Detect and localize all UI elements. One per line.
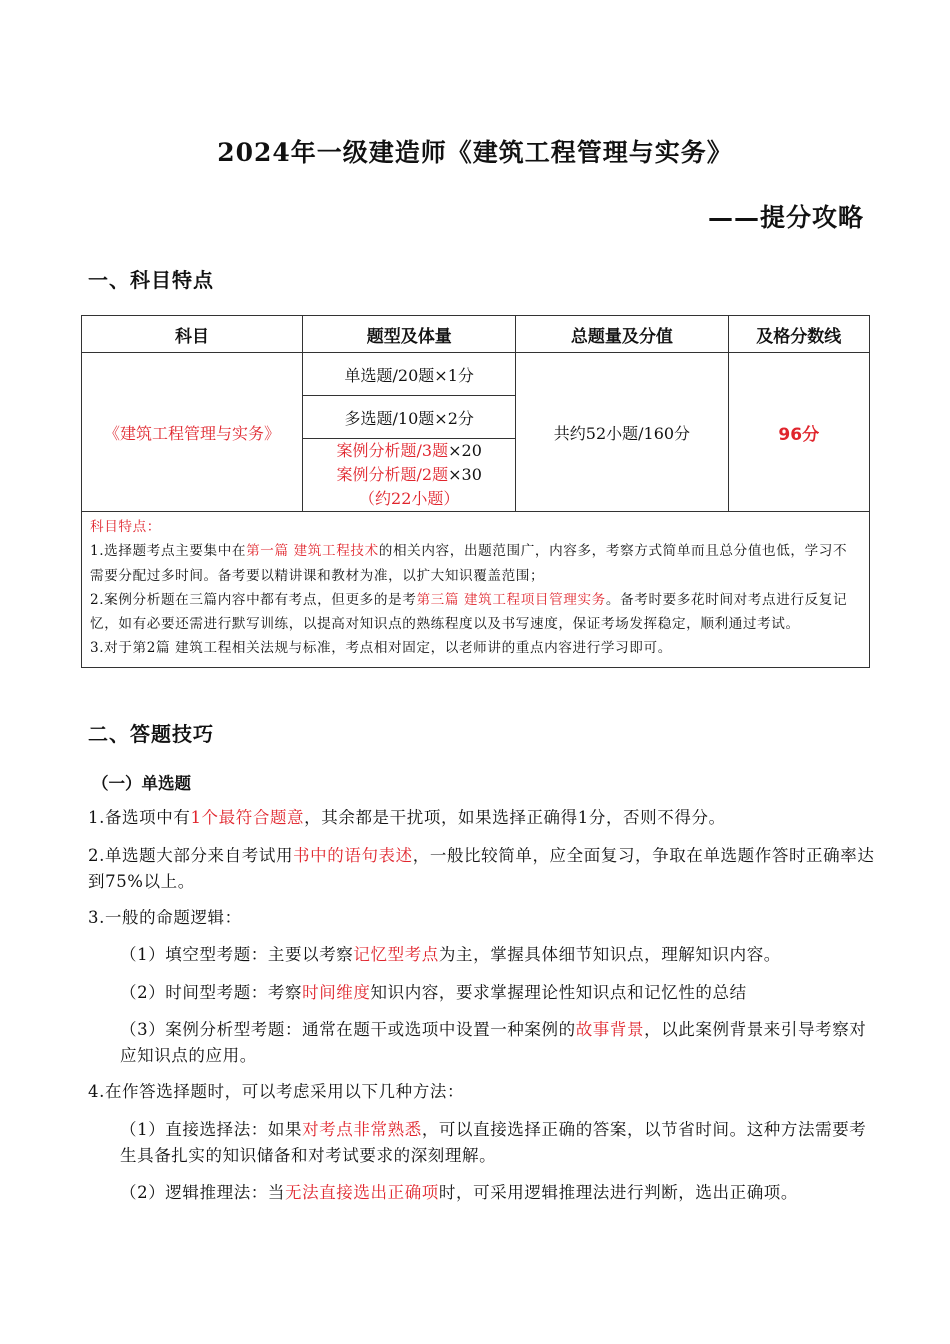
paragraph-4-2: （2）逻辑推理法：当无法直接选出正确项时，可采用逻辑推理法进行判断，选出正确项。 [120,1183,799,1202]
case-count: （约22小题） [359,489,460,508]
question-type-case [303,439,516,512]
header-total: 总题量及分值 [516,316,728,353]
highlight: 故事背景 [575,1020,645,1039]
pass-line-cell: 96分 [728,353,869,512]
paragraph-4-1: （1）直接选择法：如果对考点非常熟悉，可以直接选择正确的答案，以节省时间。这种方法需要考生具备扎实的知识储备和对考试要求的深刻理解。 [120,1120,867,1165]
highlight: 1个最符合题意 [190,808,305,827]
document-title: 2024年一级建造师《建筑工程管理与实务》 [217,138,733,167]
highlight: 无法直接选出正确项 [285,1183,439,1202]
question-type-multiple: 多选题/10题×2分 [303,396,516,439]
section-heading-answer-tips: 二、答题技巧 [88,722,214,746]
header-question-types: 题型及体量 [303,316,516,353]
notes-label: 科目特点： [90,519,161,535]
highlight: 记忆型考点 [353,945,439,964]
header-subject: 科目 [82,316,303,353]
table-row [82,353,870,396]
subject-notes-cell [82,512,870,668]
subject-table [81,315,870,668]
paragraph-1: 1.备选项中有1个最符合题意，其余都是干扰项，如果选择正确得1分，否则不得分。 [88,808,726,827]
paragraph-4: 4.在作答选择题时，可以考虑采用以下几种方法： [88,1082,465,1101]
highlight: 时间维度 [302,983,371,1002]
paragraph-3-2: （2）时间型考题：考察时间维度知识内容，要求掌握理论性知识点和记忆性的总结 [120,983,747,1002]
total-cell: 共约52小题/160分 [516,353,728,512]
question-type-single: 单选题/20题×1分 [303,353,516,396]
note-1-highlight: 第一篇 建筑工程技术 [246,543,379,560]
table-header-row [82,316,870,353]
table-notes-row [82,512,870,668]
paragraph-3: 3.一般的命题逻辑： [88,908,242,927]
highlight: 书中的语句表述 [293,846,413,865]
subsection-heading-single-choice: （一）单选题 [92,774,191,793]
note-3: 3.对于第2篇 建筑工程相关法规与标准，考点相对固定，以老师讲的重点内容进行学习即可。 [90,640,672,657]
note-2-highlight: 第三篇 建筑工程项目管理实务 [416,591,606,608]
header-pass-line: 及格分数线 [728,316,869,353]
section-heading-subject-features: 一、科目特点 [88,268,214,292]
case-score-2: ×30 [448,465,482,484]
note-1: 1.选择题考点主要集中在第一篇 建筑工程技术的相关内容，出题范围广，内容多，考察方式简单而且总分值也低，学习不需要分配过多时间。备考要以精讲课和教材为准，以扩大知识覆盖范围； [90,543,848,584]
highlight: 对考点非常熟悉 [302,1120,422,1139]
paragraph-3-3: （3）案例分析型考题：通常在题干或选项中设置一种案例的故事背景，以此案例背景来引导考察对应知识点的应用。 [120,1020,867,1065]
case-score-1: ×20 [448,441,482,460]
note-2: 2.案例分析题在三篇内容中都有考点，但更多的是考第三篇 建筑工程项目管理实务。备考时要多花时间对考点进行反复记忆，如有必要还需进行默写训练，以提高对知识点的熟练程度以及书写速度，保证考场发挥稳定，顺利通过考试。 [90,591,848,633]
paragraph-2: 2.单选题大部分来自考试用书中的语句表述，一般比较简单，应全面复习，争取在单选题作答时正确率达到75%以上。 [88,846,875,891]
document-subtitle: ——提分攻略 [707,203,864,232]
subject-name-cell: 《建筑工程管理与实务》 [82,353,303,512]
case-type-2: 案例分析题/2题 [336,465,449,484]
paragraph-3-1: （1）填空型考题：主要以考察记忆型考点为主，掌握具体细节知识点，理解知识内容。 [120,945,781,964]
case-type-1: 案例分析题/3题 [336,441,449,460]
